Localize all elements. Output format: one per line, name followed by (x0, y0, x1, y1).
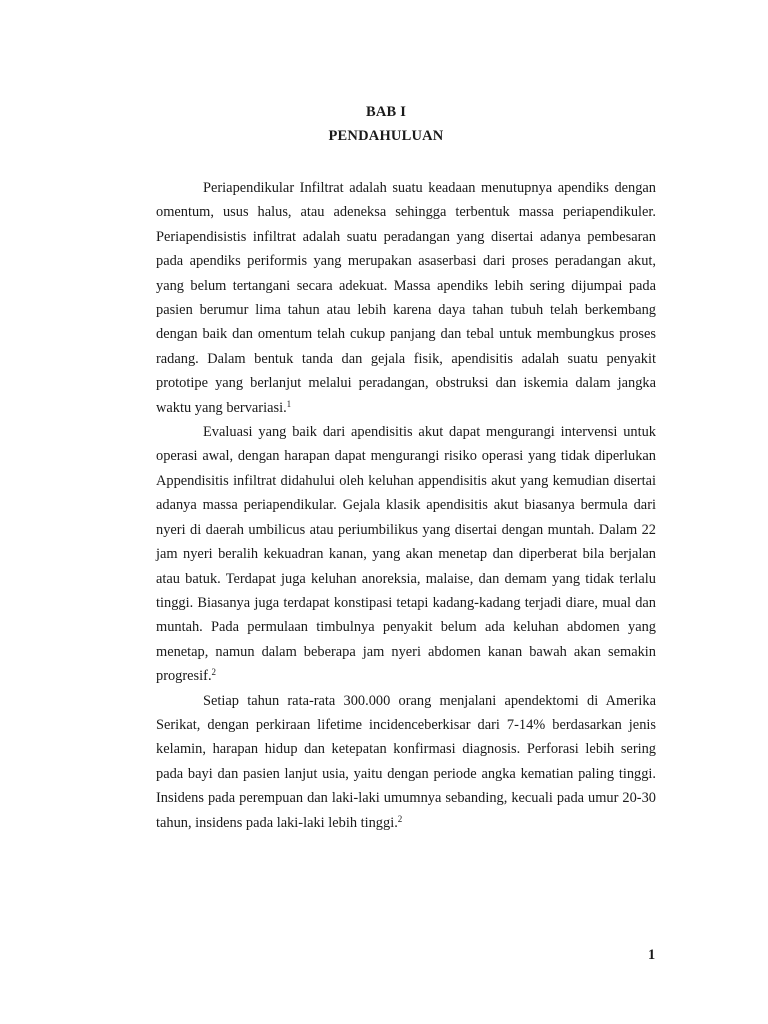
chapter-title: PENDAHULUAN (328, 128, 444, 144)
footnote-ref: 2 (397, 813, 403, 824)
paragraph-text: Evaluasi yang baik dari apendisitis akut dapat mengurangi intervensi untuk operasi awal, dengan harapan dapat mengurangi risiko operasi yang tidak diperlukan Appendisitis infiltrat didahului oleh keluhan appendisitis akut yang kemudian disertai adanya massa periapendikular. Gejala klasik apendisitis akut biasanya bermula dari nyeri di daerah umbilicus atau periumbilikus yang disertai dengan muntah. Dalam 22 jam nyeri beralih kekuadran kanan, yang akan menetap dan diperberat bila berjalan atau batuk. Terdapat juga keluhan anoreksia, malaise, dan demam yang tidak terlalu tinggi. Biasanya juga terdapat konstipasi tetapi kadang-kadang terjadi diare, mual dan muntah. Pada permulaan timbulnya penyakit belum ada keluhan abdomen yang menetap, namun dalam beberapa jam nyeri abdomen kanan bawah akan semakin progresif. (156, 424, 656, 685)
page-number: 1 (648, 947, 656, 963)
paragraph-1 (156, 176, 656, 420)
footnote-ref: 1 (286, 398, 292, 409)
paragraph-text: Periapendikular Infiltrat adalah suatu keadaan menutupnya apendiks dengan omentum, usus halus, atau adeneksa sehingga terbentuk massa periapendikuler. Periapendisistis infiltrat adalah suatu peradangan yang disertai adanya pembesaran pada apendiks periformis yang merupakan asaserbasi dari proses peradangan akut, yang belum tertangani secara adekuat. Massa apendiks lebih sering dijumpai pada pasien berumur lima tahun atau lebih karena daya tahan tubuh telah berkembang dengan baik dan omentum telah cukup panjang dan tebal untuk membungkus proses radang. Dalam bentuk tanda dan gejala fisik, apendisitis adalah suatu penyakit prototipe yang berlanjut melalui peradangan, obstruksi dan iskemia dalam jangka waktu yang bervariasi. (156, 180, 656, 416)
body-text (156, 176, 656, 835)
paragraph-2 (156, 420, 656, 688)
paragraph-3 (156, 689, 656, 835)
footnote-ref: 2 (211, 667, 217, 678)
chapter-label: BAB I (365, 104, 407, 120)
paragraph-text: Setiap tahun rata-rata 300.000 orang menjalani apendektomi di Amerika Serikat, dengan perkiraan lifetime incidenceberkisar dari 7-14% berdasarkan jenis kelamin, harapan hidup dan ketepatan konfirmasi diagnosis. Perforasi lebih sering pada bayi dan pasien lanjut usia, yaitu dengan periode angka kematian paling tinggi. Insidens pada perempuan dan laki-laki umumnya sebanding, kecuali pada umur 20-30 tahun, insidens pada laki-laki lebih tinggi. (156, 692, 656, 831)
